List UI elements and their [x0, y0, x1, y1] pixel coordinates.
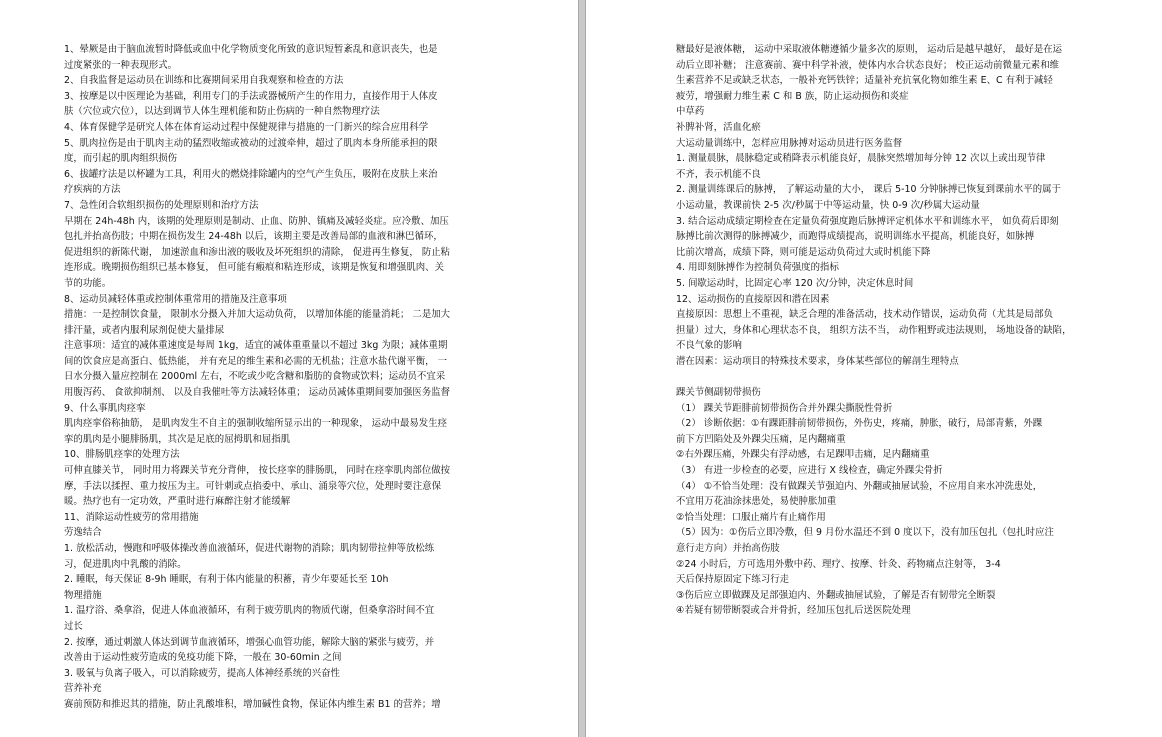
text-line: 可伸直膝关节， 同时用力将踝关节充分背伸， 按长痉挛的腓肠肌， 同时在痉挛肌肉部位做按 [64, 465, 451, 477]
text-line: 中草药 [676, 106, 705, 118]
text-line: 生素营养不足或缺乏状态，一般补充钙铁锌；适量补充抗氧化物如维生素 E、C 有利于减轻 [676, 75, 1053, 87]
text-line: 1. 放松活动，慢跑和呼吸体操改善血液循环，促进代谢物的消除；肌肉韧带拉伸等放松练 [64, 543, 435, 554]
text-line: 肤（穴位或穴位），以达到调节人体生理机能和防止伤病的一种自然物理疗法 [64, 106, 380, 118]
right-page-text [676, 42, 1106, 619]
text-line: （4） ①不恰当处理：没有做踝关节强迫内、外翻或抽屉试验，不应用自来水冲洗患处， [676, 480, 1043, 492]
text-line: 11、消除运动性疲劳的常用措施 [64, 511, 199, 523]
text-line: 1、晕厥是由于脑血流暂时降低或血中化学物质变化所致的意识短暂紊乱和意识丧失，也是 [64, 44, 438, 55]
text-line: 1. 温疗浴、桑拿浴，促进人体血液循环，有利于疲劳肌肉的物质代谢，但桑拿浴时间不宜 [64, 605, 435, 617]
text-line: 12、运动损伤的直接原因和潜在因素 [676, 293, 830, 305]
text-line: 不齐，表示机能不良 [676, 168, 761, 180]
text-line: 过度紧张的一种表现形式。 [64, 59, 178, 71]
text-line: 动后立即补糖； 注意赛前、赛中科学补液，使体内水合状态良好； 校正运动前微量元素和维 [676, 59, 1060, 71]
text-line: 间的饮食应是高蛋白、低热能， 并有充足的维生素和必需的无机盐；注意水盐代谢平衡， 一 [64, 355, 448, 367]
text-line: 2. 睡眠，每天保证 8-9h 睡眠，有利于体内能量的积蓄，青少年要延长至 10h [64, 574, 389, 586]
text-line: 小运动量，教课前快 2-5 次/秒属于中等运动量，快 0-9 次/秒属大运动量 [676, 199, 980, 211]
text-line: 措施：一是控制饮食量， 限制水分摄入并加大运动负荷， 以增加体能的能量消耗； 二是加大 [64, 309, 451, 321]
text-line: 肌肉痉挛俗称抽筋， 是肌肉发生不自主的强制收缩所显示出的一种现象， 运动中最易发生痉 [64, 418, 448, 430]
text-line: 连形成。晚期损伤组织已基本修复， 但可能有瘢痕和粘连形成，该期是恢复和增强肌肉、关 [64, 262, 445, 274]
text-line: 1. 测量晨脉，晨脉稳定或稍降表示机能良好，晨脉突然增加每分钟 12 次以上或出现节律 [676, 153, 1046, 165]
text-line: 不良气象的影响 [676, 340, 742, 352]
text-line: 直接原因：思想上不重视，缺乏合理的准备活动，技术动作错误，运动负荷（尤其是局部负 [676, 309, 1054, 321]
text-line: 2. 按摩，通过刺激人体达到调节血液循环，增强心血管功能，解除大脑的紧张与疲劳，并 [64, 636, 435, 648]
text-line: 5. 间歇运动时，比固定心率 120 次/分钟，决定休息时间 [676, 277, 914, 289]
text-line: 促进组织的新陈代谢， 加速淤血和渗出液的吸收及坏死组织的清除， 促进再生修复， 防止粘 [64, 246, 451, 258]
text-line: 2、自我监督是运动员在训练和比赛期间采用自我观察和检查的方法 [64, 75, 344, 87]
text-line: 摩，手法以揉捏、重力按压为主。可针刺或点掐委中、承山、涌泉等穴位，处理时要注意保 [64, 480, 442, 492]
text-line: 注意事项：适宜的减体重速度是每周 1kg，适宜的减体重重量以不超过 3kg 为限；减体重期 [64, 340, 448, 352]
right-document-page [586, 0, 1162, 737]
text-line: 糖最好是液体糖， 运动中采取液体糖遵循少量多次的原则， 运动后是越早越好， 最好是在运 [676, 44, 1063, 55]
text-line: 4. 用即刻脉搏作为控制负荷强度的指标 [676, 262, 839, 274]
text-line: 8、运动员减轻体重或控制体重常用的措施及注意事项 [64, 293, 287, 305]
text-line: 10、腓肠肌痉挛的处理方法 [64, 449, 180, 461]
text-line: 排汗量，或者内服利尿剂促使大量排尿 [64, 324, 225, 336]
text-line: 用腹泻药、 食欲抑制剂、 以及自我催吐等方法减轻体重； 运动员减体重期间要加强医务监督 [64, 387, 451, 399]
text-line: （3） 有进一步检查的必要，应进行 X 线检查，确定外踝尖骨折 [676, 465, 943, 477]
text-line: 5、肌肉拉伤是由于肌肉主动的猛烈收缩或被动的过渡牵伸，超过了肌肉本身所能承担的限 [64, 137, 438, 149]
text-line: 日水分摄入量应控制在 2000ml 左右，不吃或少吃含糖和脂肪的食物或饮料；运动员不宜采 [64, 371, 446, 383]
text-line: 习，促进肌肉中乳酸的消除。 [64, 558, 187, 570]
text-line: 天后保持原固定下练习行走 [676, 574, 790, 586]
text-line: 劳逸结合 [64, 527, 102, 539]
text-line: （5）因为：①伤后立即冷敷，但 9 月份水温还不到 0 度以下，没有加压包扎（包扎时应注 [676, 527, 1054, 539]
text-line: 3. 结合运动成绩定期检查在定量负荷强度跑后脉搏评定机体水平和训练水平， 如负荷后即刻 [676, 215, 1059, 227]
text-line: 早期在 24h-48h 内，该期的处理原则是制动、止血、防肿、镇痛及减轻炎症。应冷敷、加压 [64, 215, 449, 227]
text-line: 2. 测量训练课后的脉搏， 了解运动量的大小， 课后 5-10 分钟脉搏已恢复到课前水平的属于 [676, 184, 1061, 196]
text-line: ②恰当处理：口服止痛片有止痛作用 [676, 511, 826, 523]
text-line: ②24 小时后，方可选用外敷中药、理疗、按摩、针灸、药物痛点注射等， 3-4 [676, 558, 1001, 570]
text-line: 营养补充 [64, 683, 102, 695]
text-line: 挛的肌肉是小腿腓肠肌，其次是足底的屈拇肌和屈指肌 [64, 433, 291, 445]
text-line: 脉搏比前次测得的脉搏减少，而跑得成绩提高，说明训练水平提高，机能良好，如脉搏 [676, 231, 1035, 243]
text-line: 不宜用万花油涂抹患处，易使肿胀加重 [676, 496, 837, 508]
text-line: 3、按摩是以中医理论为基础，利用专门的手法或器械所产生的作用力，直接作用于人体皮 [64, 90, 438, 102]
text-line: 疗疾病的方法 [64, 184, 121, 196]
text-line: 4、体育保健学是研究人体在体育运动过程中保健规律与措施的一门新兴的综合应用科学 [64, 121, 429, 133]
text-line: 3. 吸氧与负离子吸入，可以消除疲劳，提高人体神经系统的兴奋性 [64, 667, 340, 679]
text-line [676, 369, 1106, 385]
text-line: 改善由于运动性疲劳造成的免疫功能下降，一般在 30-60min 之间 [64, 652, 342, 664]
text-line: 意行走方向）并抬高伤肢 [676, 543, 780, 554]
text-line: （1） 踝关节距腓前韧带损伤合并外踝尖撕脱性骨折 [676, 402, 893, 414]
text-line: （2） 诊断依据：①有踝距腓前韧带损伤，外伤史，疼痛，肿胀，破行，局部青紫，外踝 [676, 418, 1043, 430]
text-line: 6、拔罐疗法是以杯罐为工具，利用火的燃烧排除罐内的空气产生负压，吸附在皮肤上来治 [64, 168, 438, 180]
text-line: 疲劳，增强耐力维生素 C 和 B 族，防止运动损伤和炎症 [676, 90, 909, 102]
text-line: 比前次增高，成绩下降，则可能是运动负荷过大或时机能下降 [676, 246, 931, 258]
text-line: 7、急性闭合软组织损伤的处理原则和治疗方法 [64, 199, 259, 211]
text-line: 包扎并抬高伤肢；中期在损伤发生 24-48h 以后，该期主要是改善局部的血液和淋巴循环， [64, 231, 443, 243]
text-line: 担量）过大，身体和心理状态不良， 组织方法不当， 动作粗野或违法规则， 场地设备的缺陷， [676, 324, 1072, 336]
text-line: 大运动量训练中，怎样应用脉搏对运动员进行医务监督 [676, 137, 903, 149]
text-line: 物理措施 [64, 589, 102, 601]
text-line: 9、什么事肌肉痉挛 [64, 402, 146, 414]
text-line: 前下方凹陷处及外踝尖压痛，足内翻痛重 [676, 433, 846, 445]
page-gutter [578, 0, 586, 737]
text-line: 度，而引起的肌肉组织损伤 [64, 153, 178, 165]
text-line: 过长 [64, 620, 83, 632]
text-line: 补脾补肾，活血化瘀 [676, 121, 761, 133]
text-line: 赛前预防和推迟其的措施，防止乳酸堆积，增加碱性食物，保证体内维生素 B1 的营养；增 [64, 698, 441, 710]
text-line: ②右外踝压痛，外踝尖有浮动感，右足踝叩击痛，足内翻痛重 [676, 449, 930, 461]
text-line: ③伤后应立即做踝及足部强迫内、外翻或抽屉试验，了解是否有韧带完全断裂 [676, 589, 996, 601]
text-line: 踝关节侧副韧带损伤 [676, 387, 761, 399]
left-document-page [0, 0, 578, 737]
text-line: ④若疑有韧带断裂或合并骨折，经加压包扎后送医院处理 [676, 605, 911, 617]
left-page-text [64, 42, 494, 713]
text-line: 潜在因素：运动项目的特殊技术要求，身体某些部位的解剖生理特点 [676, 355, 959, 367]
text-line: 节的功能。 [64, 277, 112, 289]
text-line: 暖。热疗也有一定功效，严重时进行麻醉注射才能缓解 [64, 496, 291, 508]
